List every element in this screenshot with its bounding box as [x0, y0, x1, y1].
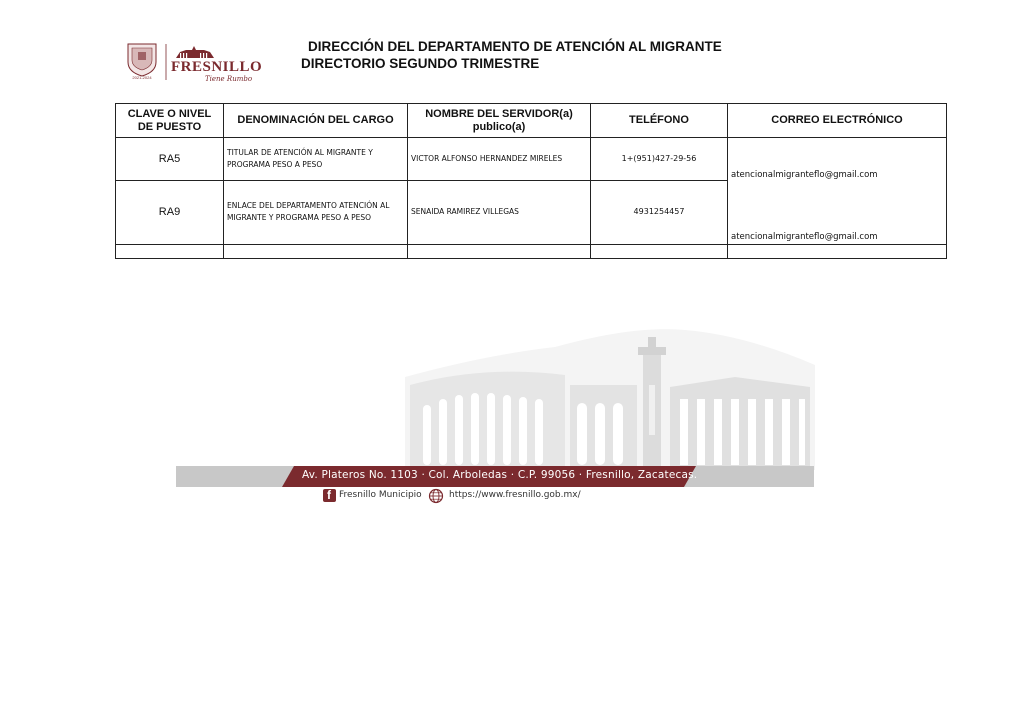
page-subtitle: DIRECTORIO SEGUNDO TRIMESTRE	[301, 56, 540, 71]
empty-cell	[116, 244, 224, 258]
table-row-empty	[116, 244, 947, 258]
table-row	[116, 181, 947, 245]
empty-cell	[224, 244, 408, 258]
empty-cell	[408, 244, 591, 258]
monument-watermark-icon	[405, 325, 815, 470]
logo-years: 2021-2024	[132, 75, 152, 80]
cell-nombre: SENAIDA RAMIREZ VILLEGAS	[408, 181, 591, 245]
fresnillo-logo	[120, 40, 263, 88]
facebook-label[interactable]: Fresnillo Municipio	[339, 490, 422, 500]
cell-nombre: VICTOR ALFONSO HERNANDEZ MIRELES	[408, 138, 591, 181]
cell-telefono: 1+(951)427-29-56	[591, 138, 728, 181]
directory-table	[115, 103, 947, 259]
table-header-row	[116, 104, 947, 138]
empty-cell	[728, 244, 947, 258]
cell-cargo: ENLACE DEL DEPARTAMENTO ATENCIÓN AL MIGRANTE Y PROGRAMA PESO A PESO	[224, 181, 408, 245]
logo-tagline: Tiene Rumbo	[205, 75, 253, 83]
page-title: DIRECCIÓN DEL DEPARTAMENTO DE ATENCIÓN AL MIGRANTE	[308, 39, 722, 54]
cell-clave: RA5	[116, 138, 224, 181]
website-link[interactable]: https://www.fresnillo.gob.mx/	[449, 490, 581, 500]
cell-correo[interactable]: atencionalmigranteflo@gmail.com	[728, 181, 947, 245]
globe-icon[interactable]	[428, 488, 444, 504]
cell-telefono: 4931254457	[591, 181, 728, 245]
column-header-nombre: NOMBRE DEL SERVIDOR(a) publico(a)	[408, 104, 591, 138]
column-header-cargo: DENOMINACIÓN DEL CARGO	[224, 104, 408, 138]
table-row	[116, 138, 947, 181]
column-header-correo: CORREO ELECTRÓNICO	[728, 104, 947, 138]
column-header-telefono: TELÉFONO	[591, 104, 728, 138]
cell-clave: RA9	[116, 181, 224, 245]
logo-name: FRESNILLO	[171, 59, 263, 75]
empty-cell	[591, 244, 728, 258]
facebook-icon[interactable]: f	[323, 489, 336, 502]
column-header-clave: CLAVE O NIVEL DE PUESTO	[116, 104, 224, 138]
cell-correo[interactable]: atencionalmigranteflo@gmail.com	[728, 138, 947, 181]
cell-cargo: TITULAR DE ATENCIÓN AL MIGRANTE Y PROGRAMA PESO A PESO	[224, 138, 408, 181]
footer-address: Av. Plateros No. 1103 · Col. Arboledas · C.P. 99056 · Fresnillo, Zacatecas.	[302, 469, 698, 481]
